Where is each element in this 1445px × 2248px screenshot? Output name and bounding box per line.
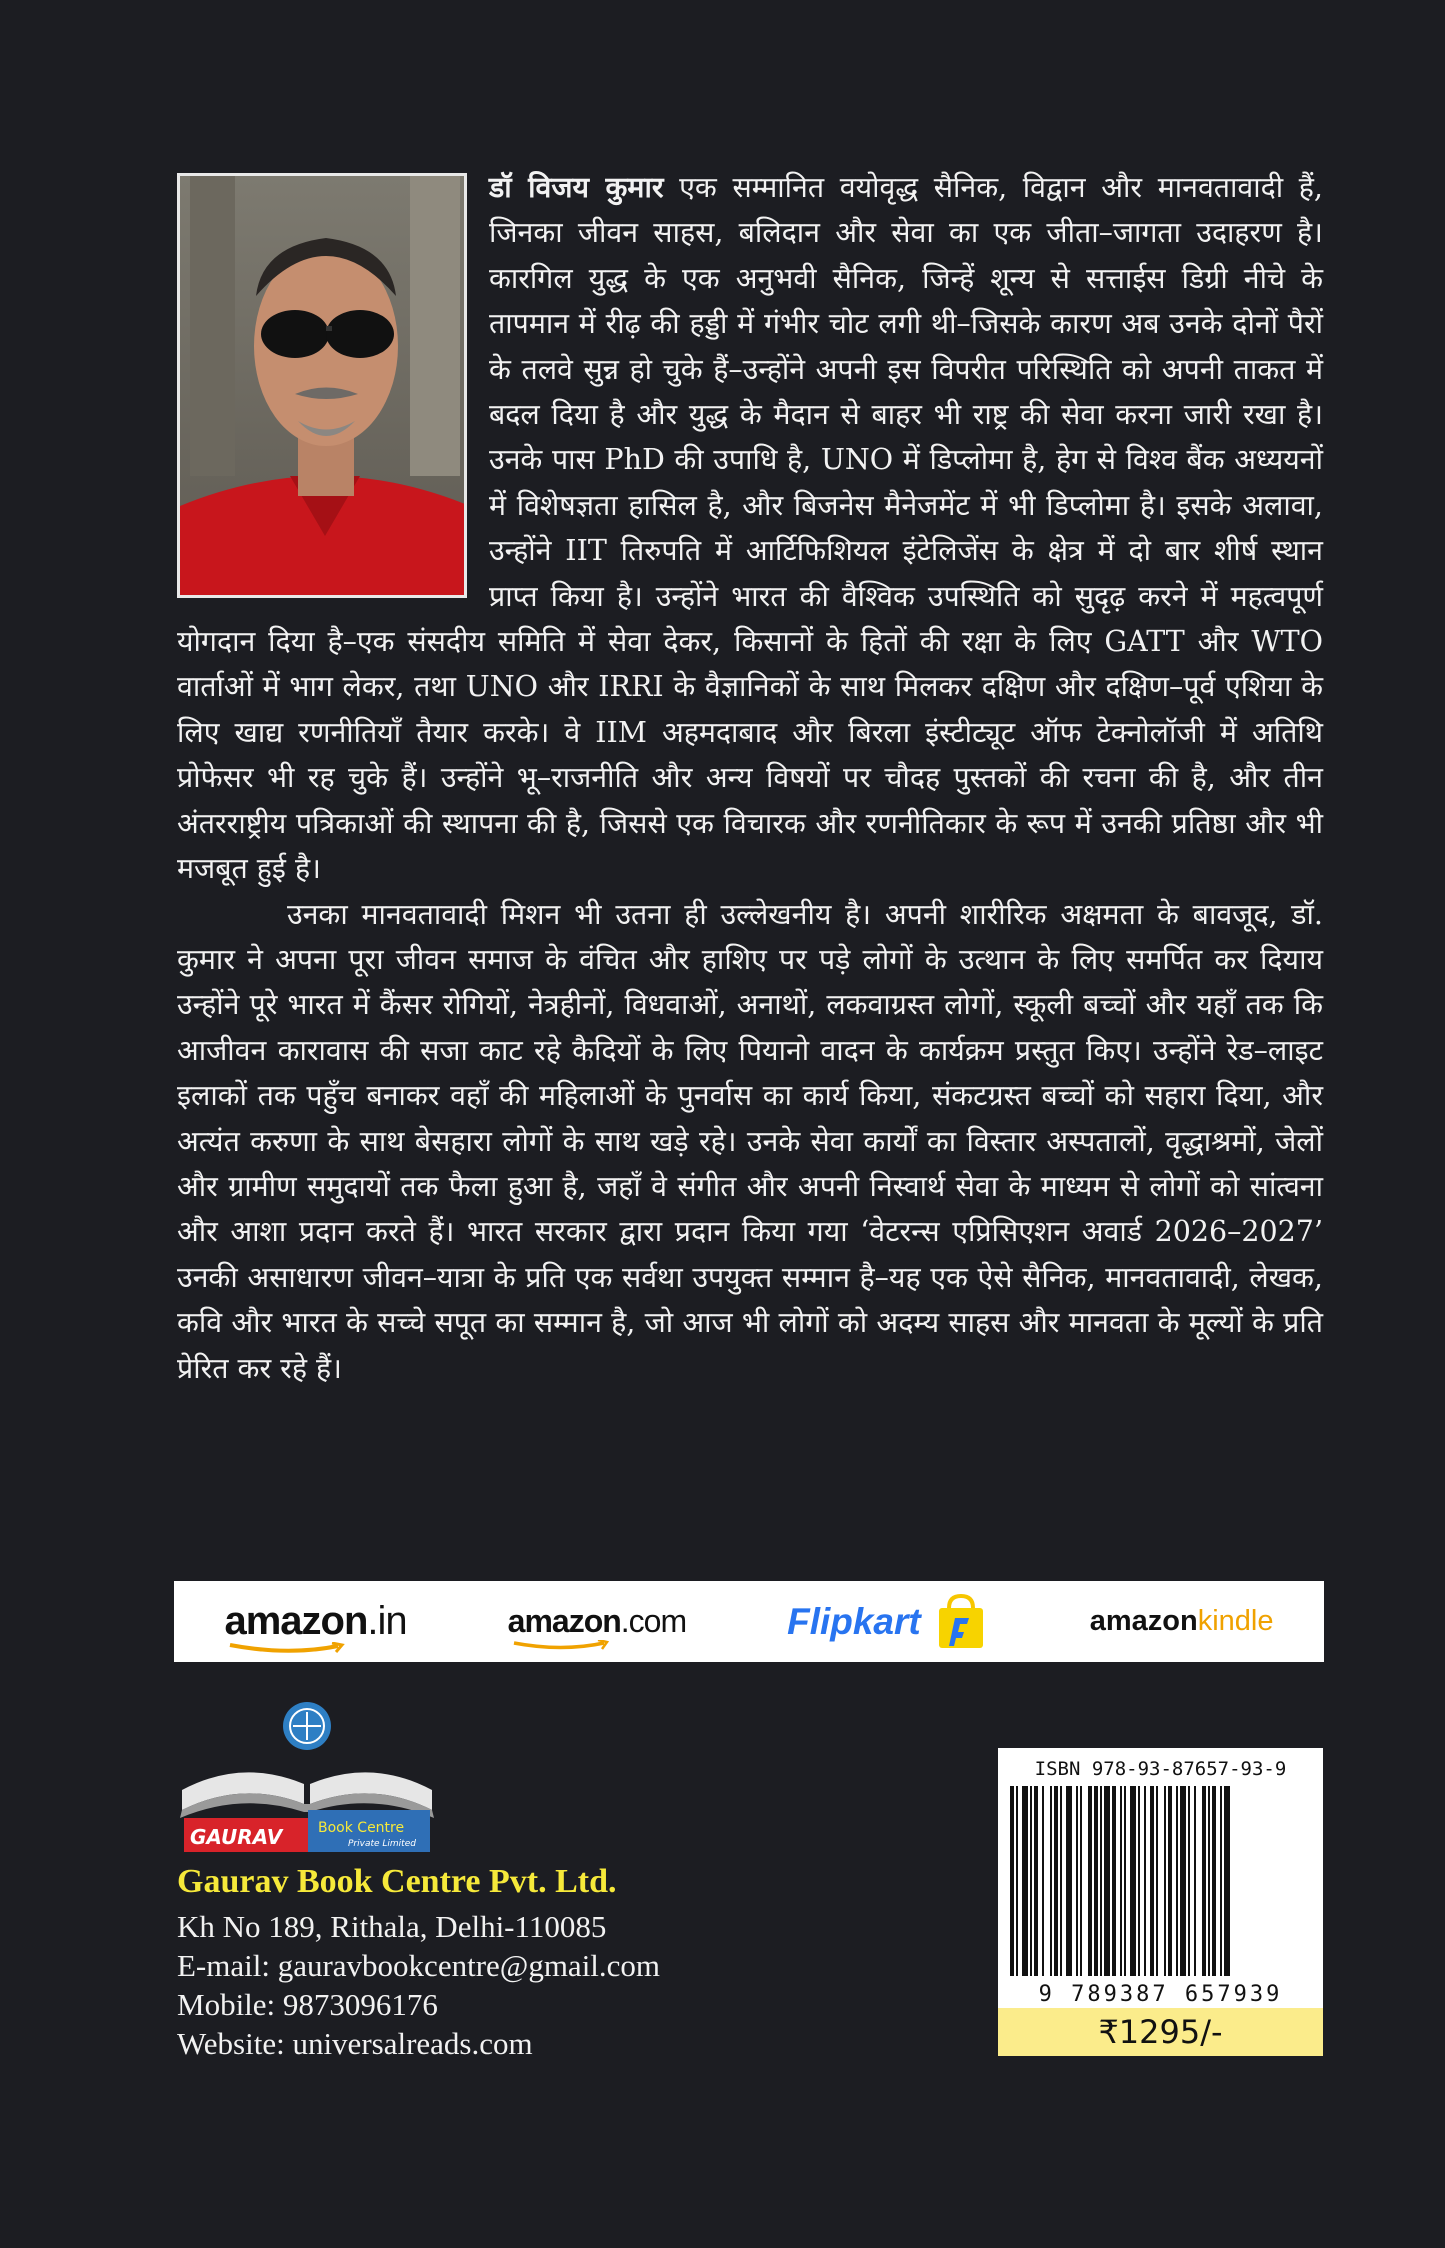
- author-bio: [177, 165, 1323, 1391]
- barcode-bar: [1168, 1786, 1172, 1976]
- barcode-bar: [1100, 1786, 1102, 1976]
- publisher-logo: [172, 1700, 442, 1860]
- barcode-bar: [1088, 1786, 1092, 1976]
- barcode-bar: [1112, 1786, 1116, 1976]
- amazon-in-brand: amazon: [224, 1599, 368, 1643]
- publisher-website: Website: universalreads.com: [177, 2026, 533, 2061]
- bio-paragraph-1-text: एक सम्मानित वयोवृद्ध सैनिक, विद्वान और मानवतावादी हैं, जिनका जीवन साहस, बलिदान और सेवा का एक जीता–जागता उदाहरण है। कारगिल युद्ध के एक अनुभवी सैनिक, जिन्हें शून्य से सत्ताईस डिग्री नीचे के तापमान में रीढ़ की हड्डी में गंभीर चोट लगी थी–जिसके कारण अब उनके दोनों पैरों के तलवे सुन्न हो चुके हैं–उन्होंने अपनी इस विपरीत परिस्थिति को अपनी ताकत में बदल दिया है और युद्ध के मैदान से बाहर भी राष्ट्र की सेवा करना जारी रखा है। उनके पास PhD की उपाधि है, UNO में डिप्लोमा है, हेग से विश्व बैंक अध्ययनों में विशेषज्ञता हासिल है, और बिजनेस मैनेजमेंट में भी डिप्लोमा है। इसके अलावा, उन्होंने IIT तिरुपति में आर्टिफिशियल इंटेलिजेंस के क्षेत्र में दो बार शीर्ष स्थान प्राप्त किया है। उन्होंने भारत की वैश्विक उपस्थिति को सुदृढ़ करने में महत्वपूर्ण योगदान दिया है–एक संसदीय समिति में सेवा देकर, किसानों के हितों की रक्षा के लिए GATT और WTO वार्ताओं में भाग लेकर, तथा UNO और IRRI के वैज्ञानिकों के साथ मिलकर दक्षिण और दक्षिण–पूर्व एशिया के लिए खाद्य रणनीतियाँ तैयार करके। वे IIM अहमदाबाद और बिरला इंस्टीट्यूट ऑफ टेक्नोलॉजी में अतिथि प्रोफेसर भी रह चुके हैं। उन्होंने भू–राजनीति और अन्य विषयों पर चौदह पुस्तकों की रचना की है, और तीन अंतरराष्ट्रीय पत्रिकाओं की स्थापना की है, जिससे एक विचारक और रणनीतिकार के रूप में उनकी प्रतिष्ठा और भी मजबूत हुई है।: [177, 171, 1323, 886]
- kindle-amazon-word: amazon: [1089, 1605, 1198, 1637]
- photo-float-spacer: [177, 165, 489, 605]
- barcode-bar: [1042, 1786, 1044, 1976]
- barcode-bar: [1202, 1786, 1206, 1976]
- publisher-mobile: Mobile: 9873096176: [177, 1987, 438, 2022]
- barcode-bar: [1176, 1786, 1178, 1976]
- barcode-bar: [1212, 1786, 1216, 1976]
- barcode-bar: [1220, 1786, 1222, 1976]
- barcode-bar: [1164, 1786, 1166, 1976]
- flipkart-brand: Flipkart: [787, 1600, 921, 1642]
- barcode-bar: [1156, 1786, 1158, 1976]
- barcode-bar: [1094, 1786, 1098, 1976]
- barcode-bars: [1010, 1786, 1310, 1978]
- logo-tag: Private Limited: [348, 1839, 416, 1849]
- logo-sub: Book Centre: [318, 1820, 405, 1836]
- isbn-barcode: [998, 1748, 1323, 2056]
- publisher-name: Gaurav Book Centre Pvt. Ltd.: [177, 1863, 617, 1900]
- flipkart-bag-icon: [933, 1594, 989, 1650]
- barcode-bar: [1224, 1786, 1230, 1976]
- amazon-com-tld: .com: [620, 1603, 687, 1639]
- amazon-com-brand: amazon: [507, 1603, 621, 1639]
- barcode-bar: [1188, 1786, 1190, 1976]
- amazon-in-logo: [224, 1599, 406, 1644]
- barcode-bar: [1034, 1786, 1038, 1976]
- barcode-bar: [1180, 1786, 1186, 1976]
- amazon-smile-icon: [228, 1642, 348, 1656]
- isbn-digits: 9 789387 657939: [1038, 1982, 1283, 2007]
- barcode-bar: [1130, 1786, 1136, 1976]
- amazon-in-tld: .in: [367, 1599, 407, 1643]
- bio-paragraph-2: उनका मानवतावादी मिशन भी उतना ही उल्लेखनीय है। अपनी शारीरिक अक्षमता के बावजूद, डॉ. कुमार ने अपना पूरा जीवन समाज के वंचित और हाशिए पर पड़े लोगों के उत्थान के लिए समर्पित कर दियाय उन्होंने पूरे भारत में कैंसर रोगियों, नेत्रहीनों, विधवाओं, अनाथों, लकवाग्रस्त लोगों, स्कूली बच्चों और यहाँ तक कि आजीवन कारावास की सजा काट रहे कैदियों के लिए पियानो वादन के कार्यक्रम प्रस्तुत किए। उन्होंने रेड–लाइट इलाकों तक पहुँच बनाकर वहाँ की महिलाओं के पुनर्वास का कार्य किया, संकटग्रस्त बच्चों को सहारा दिया, और अत्यंत करुणा के साथ बेसहारा लोगों के साथ खड़े रहे। उनके सेवा कार्यों का विस्तार अस्पतालों, वृद्धाश्रमों, जेलों और ग्रामीण समुदायों तक फैला हुआ है, जहाँ वे संगीत और अपनी निस्वार्थ सेवा के माध्यम से लोगों को सांत्वना और आशा प्रदान करते हैं। भारत सरकार द्वारा प्रदान किया गया ‘वेटरन्स एप्रिसिएशन अवार्ड 2026–2027’ उनकी असाधारण जीवन–यात्रा के प्रति एक सर्वथा उपयुक्त सम्मान है–यह एक ऐसे सैनिक, मानवतावादी, लेखक, कवि और भारत के सच्चे सपूत का सम्मान है, जो आज भी लोगों को अदम्य साहस और मानवता के मूल्यों के प्रति प्रेरित कर रहे हैं।: [177, 897, 1323, 1385]
- amazon-smile-icon: [512, 1640, 612, 1652]
- barcode-bar: [1054, 1786, 1058, 1976]
- barcode-bar: [1104, 1786, 1110, 1976]
- barcode-bar: [1080, 1786, 1082, 1976]
- amazon-kindle-logo: [1090, 1605, 1274, 1638]
- barcode-bar: [1016, 1786, 1018, 1976]
- barcode-bar: [1022, 1786, 1028, 1976]
- store-logos-strip: [174, 1581, 1324, 1662]
- publisher-email: E-mail: gauravbookcentre@gmail.com: [177, 1948, 661, 1983]
- flipkart-logo: [787, 1594, 989, 1650]
- barcode-bar: [1138, 1786, 1140, 1976]
- barcode-bar: [1060, 1786, 1062, 1976]
- barcode-bar: [1144, 1786, 1146, 1976]
- publisher-address: Kh No 189, Rithala, Delhi-110085: [177, 1909, 607, 1944]
- barcode-bar: [1030, 1786, 1032, 1976]
- barcode-bar: [1150, 1786, 1154, 1976]
- amazon-com-logo: [508, 1603, 686, 1640]
- barcode-bar: [1208, 1786, 1210, 1976]
- barcode-bar: [1194, 1786, 1196, 1976]
- logo-word: GAURAV: [190, 1825, 283, 1849]
- isbn-label: ISBN 978-93-87657-93-9: [1034, 1758, 1287, 1780]
- bio-paragraph-1: [177, 165, 1323, 892]
- barcode-bar: [1010, 1786, 1014, 1976]
- barcode-bar: [1066, 1786, 1072, 1976]
- kindle-word: kindle: [1197, 1605, 1274, 1637]
- barcode-bar: [1124, 1786, 1126, 1976]
- price-tag: ₹1295/-: [998, 2008, 1323, 2056]
- barcode-bar: [1120, 1786, 1122, 1976]
- author-name: डॉ विजय कुमार: [489, 170, 664, 204]
- barcode-bar: [1076, 1786, 1078, 1976]
- barcode-bar: [1050, 1786, 1052, 1976]
